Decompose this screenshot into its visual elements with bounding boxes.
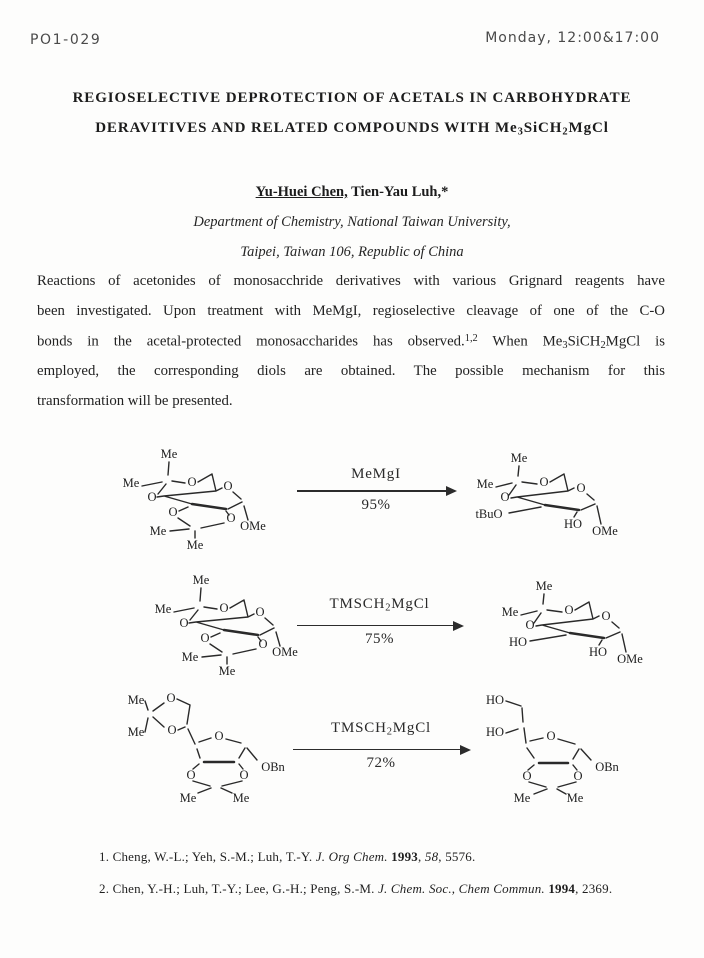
molecule-furanoside-diol-product	[458, 688, 653, 812]
poster-code: PO1-029	[30, 32, 102, 48]
yield-label: 72%	[366, 755, 396, 772]
reaction-conditions-1	[297, 464, 455, 514]
atom-label: O	[500, 490, 510, 504]
session-schedule: Monday, 12:00&17:00	[485, 30, 660, 46]
yield-label: 75%	[365, 631, 394, 648]
reaction-scheme-2	[0, 558, 704, 688]
atom-label: HO	[588, 645, 608, 659]
yield-label: 95%	[361, 496, 391, 513]
atom-label: HO	[508, 635, 528, 649]
atom-label: OBn	[261, 760, 285, 774]
atom-label: O	[147, 490, 157, 504]
atom-label: O	[186, 768, 196, 782]
atom-label: O	[239, 768, 249, 782]
atom-label: OBn	[595, 760, 619, 774]
atom-label: Me	[535, 579, 553, 593]
atom-label: O	[564, 603, 574, 617]
atom-label: O	[167, 723, 177, 737]
abstract-line: transformation will be presented.	[37, 393, 233, 409]
atom-label: OMe	[617, 652, 643, 666]
reaction-arrow	[297, 625, 462, 627]
atom-label: O	[573, 769, 583, 783]
reagent-label: $TMSCH_2MgCl$	[331, 720, 431, 738]
atom-label: OMe	[592, 524, 618, 538]
atom-label: O	[214, 729, 224, 743]
molecule-diacetonide-furanoside	[120, 686, 305, 810]
atom-label: Me	[501, 605, 519, 619]
atom-label: Me	[127, 693, 145, 707]
atom-label: O	[219, 601, 229, 615]
reaction-conditions-2	[297, 594, 462, 648]
abstract-line: been investigated. Upon treatment with MeMgI, regioselective cleavage of one of the C-O	[37, 303, 665, 319]
atom-label: O	[223, 479, 233, 493]
reagent-label: MeMgI	[351, 466, 401, 482]
atom-label: O	[255, 605, 265, 619]
affiliation-line-1: Department of Chemistry, National Taiwan University,	[193, 214, 511, 230]
atom-label: O	[576, 481, 586, 495]
authors-line: Yu-Huei Chen, Tien-Yau Luh,*	[255, 184, 449, 200]
reaction-scheme-1	[0, 430, 704, 560]
molecule-diol-product	[480, 566, 685, 678]
atom-label: Me	[513, 791, 531, 805]
atom-label: O	[525, 618, 535, 632]
atom-label: O	[522, 769, 532, 783]
title-line-2: DERAVITIVES AND RELATED COMPOUNDS WITH $Me_3SiCH_2MgCl$	[95, 120, 609, 138]
title-line-1: REGIOSELECTIVE DEPROTECTION OF ACETALS IN CARBOHYDRATE	[72, 90, 632, 106]
abstract-line: employed, the corresponding diols are obtained. The possible mechanism for this	[37, 363, 665, 379]
reaction-conditions-3	[293, 718, 469, 772]
atom-label: Me	[232, 791, 250, 805]
reaction-scheme-3	[0, 682, 704, 816]
reaction-arrow	[297, 490, 455, 492]
atom-label: O	[539, 475, 549, 489]
atom-label: O	[546, 729, 556, 743]
atom-label: O	[226, 511, 236, 525]
molecule-tbuo-product	[455, 438, 660, 550]
atom-label: O	[200, 631, 210, 645]
atom-label: Me	[186, 538, 204, 552]
reference-1: 1. Cheng, W.-L.; Yeh, S.-M.; Luh, T.-Y. J. Org Chem. 1993, 58, 5576.	[99, 849, 476, 864]
atom-label: Me	[476, 477, 494, 491]
atom-label: Me	[179, 791, 197, 805]
atom-label: Me	[127, 725, 145, 739]
atom-label: Me	[218, 664, 236, 678]
atom-label: O	[166, 691, 176, 705]
affiliation-line-2: Taipei, Taiwan 106, Republic of China	[240, 244, 464, 260]
abstract-line: bonds in the acetal-protected monosaccharides has observed.$^{1,2}$ When $Me_3SiCH_2MgCl$ is	[37, 333, 666, 352]
atom-label: OMe	[240, 519, 266, 533]
atom-label: Me	[149, 524, 167, 538]
atom-label: Me	[154, 602, 172, 616]
atom-label: Me	[566, 791, 584, 805]
atom-label: HO	[563, 517, 583, 531]
atom-label: O	[187, 475, 197, 489]
arrowhead-icon	[453, 621, 464, 631]
reagent-label: $TMSCH_2MgCl$	[329, 596, 430, 614]
atom-label: tBuO	[475, 507, 503, 521]
reaction-arrow	[293, 749, 469, 751]
atom-label: O	[601, 609, 611, 623]
atom-label: O	[258, 637, 268, 651]
atom-label: O	[168, 505, 178, 519]
atom-label: Me	[192, 573, 210, 587]
atom-label: O	[179, 616, 189, 630]
atom-label: HO	[485, 693, 505, 707]
atom-label: Me	[160, 447, 178, 461]
reference-2: 2. Chen, Y.-H.; Luh, T.-Y.; Lee, G.-H.; Peng, S.-M. J. Chem. Soc., Chem Commun. 1994, 2369.	[99, 881, 613, 896]
abstract-line: Reactions of acetonides of monosacchride derivatives with various Grignard reagents have	[37, 273, 665, 289]
molecule-diacetonide-pyranoside	[100, 436, 295, 554]
atom-label: OMe	[272, 645, 298, 659]
atom-label: Me	[181, 650, 199, 664]
atom-label: Me	[510, 451, 528, 465]
atom-label: Me	[122, 476, 140, 490]
atom-label: HO	[485, 725, 505, 739]
